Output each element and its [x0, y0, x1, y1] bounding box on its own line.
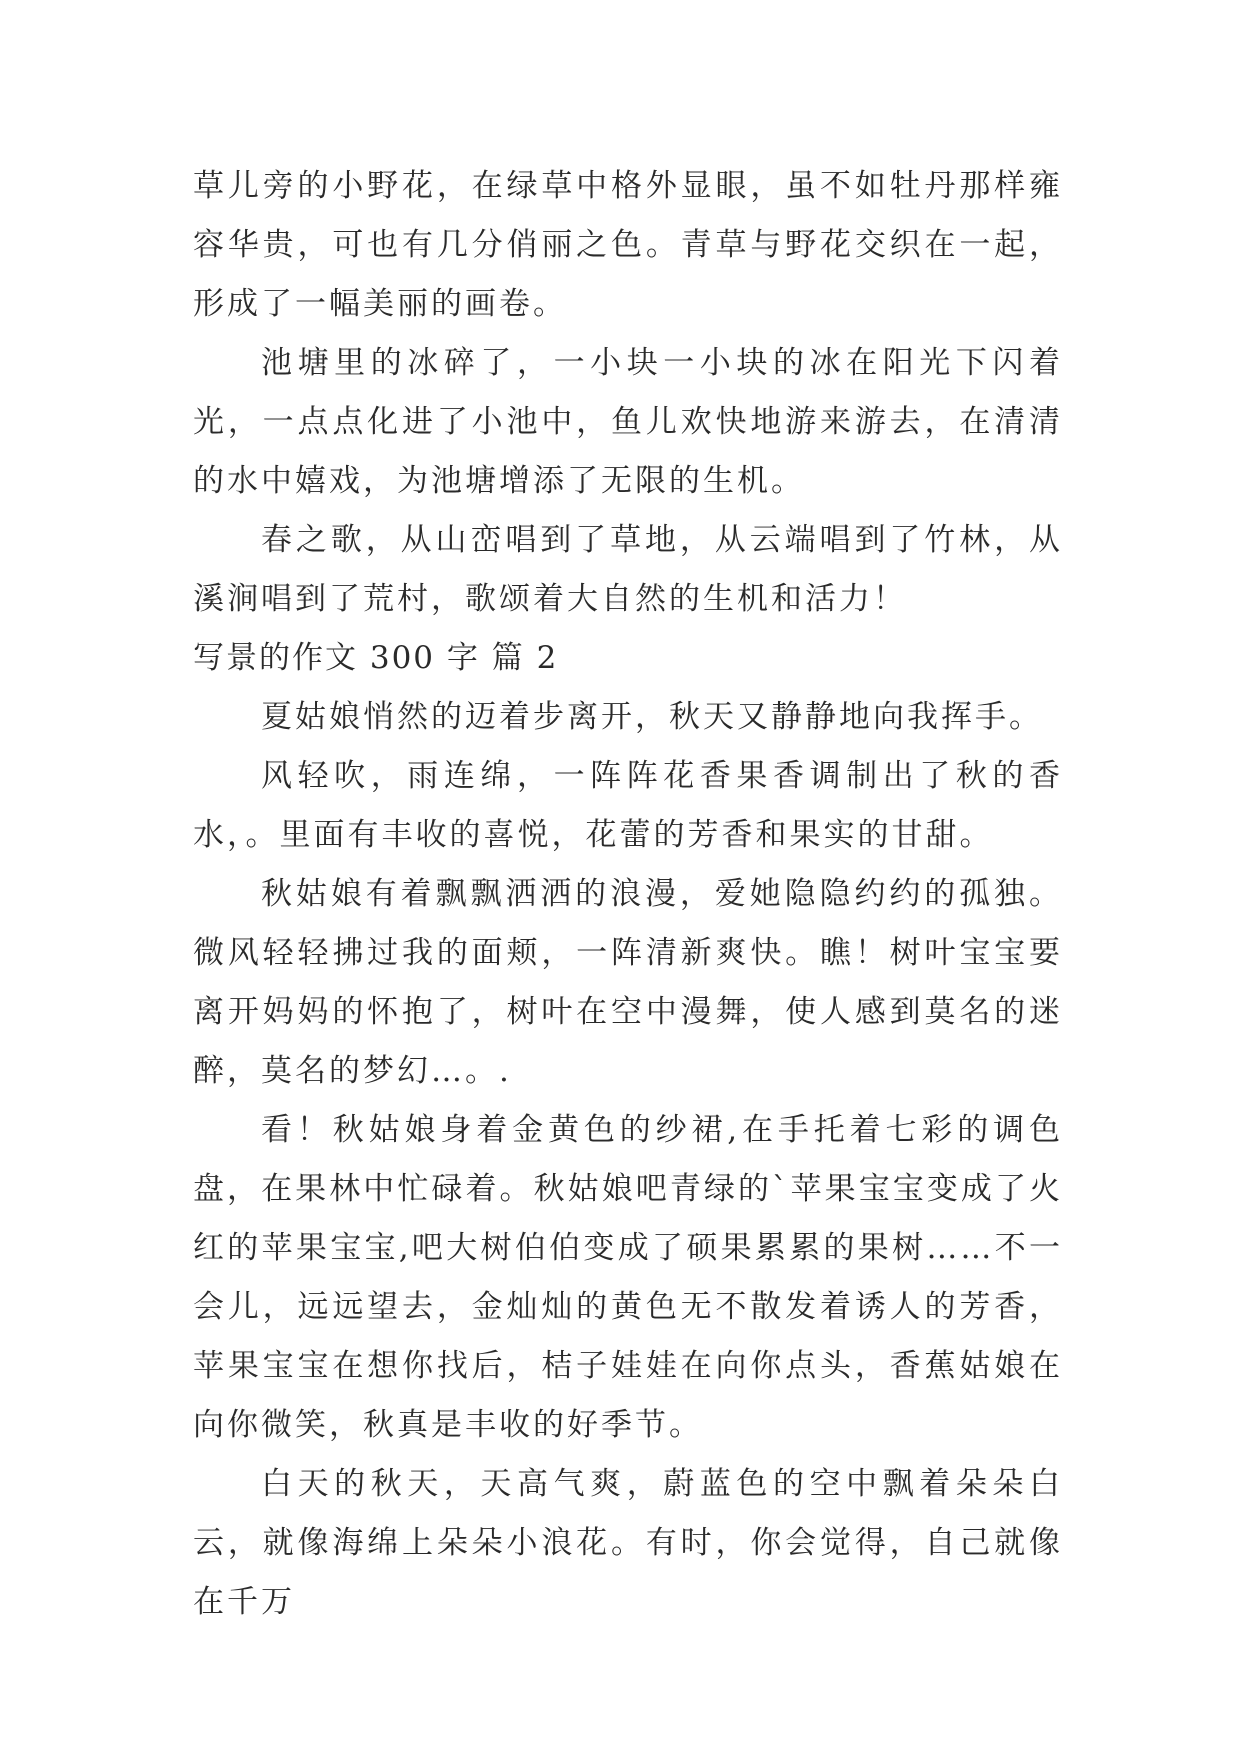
paragraph: 草儿旁的小野花，在绿草中格外显眼，虽不如牡丹那样雍容华贵，可也有几分俏丽之色。青草与野花交织在一起，形成了一幅美丽的画卷。: [193, 168, 1063, 322]
paragraph: 白天的秋天，天高气爽，蔚蓝色的空中飘着朵朵白云，就像海绵上朵朵小浪花。有时，你会觉得，自己就像在千万: [193, 1466, 1063, 1620]
paragraph: 看！秋姑娘身着金黄色的纱裙,在手托着七彩的调色盘，在果林中忙碌着。秋姑娘吧青绿的`苹果宝宝变成了火红的苹果宝宝,吧大树伯伯变成了硕果累累的果树……不一会儿，远远望去，金灿灿的黄色无不散发着诱人的芳香，苹果宝宝在想你找后，桔子娃娃在向你点头，香蕉姑娘在向你微笑，秋真是丰收的好季节。: [193, 1112, 1063, 1443]
paragraph: 春之歌，从山峦唱到了草地，从云端唱到了竹林，从溪涧唱到了荒村，歌颂着大自然的生机和活力！: [193, 522, 1063, 617]
document-body: [193, 157, 1063, 1632]
section-heading: 写景的作文 300 字 篇 2: [193, 640, 559, 676]
paragraph: 夏姑娘悄然的迈着步离开，秋天又静静地向我挥手。: [261, 699, 1043, 735]
paragraph: 秋姑娘有着飘飘洒洒的浪漫，爱她隐隐约约的孤独。微风轻轻拂过我的面颊，一阵清新爽快。瞧！树叶宝宝要离开妈妈的怀抱了，树叶在空中漫舞，使人感到莫名的迷醉，莫名的梦幻…。.: [193, 876, 1063, 1089]
paragraph: 风轻吹，雨连绵，一阵阵花香果香调制出了秋的香水，。里面有丰收的喜悦，花蕾的芳香和果实的甘甜。: [193, 758, 1063, 853]
paragraph: 池塘里的冰碎了，一小块一小块的冰在阳光下闪着光，一点点化进了小池中，鱼儿欢快地游来游去，在清清的水中嬉戏，为池塘增添了无限的生机。: [193, 345, 1063, 499]
